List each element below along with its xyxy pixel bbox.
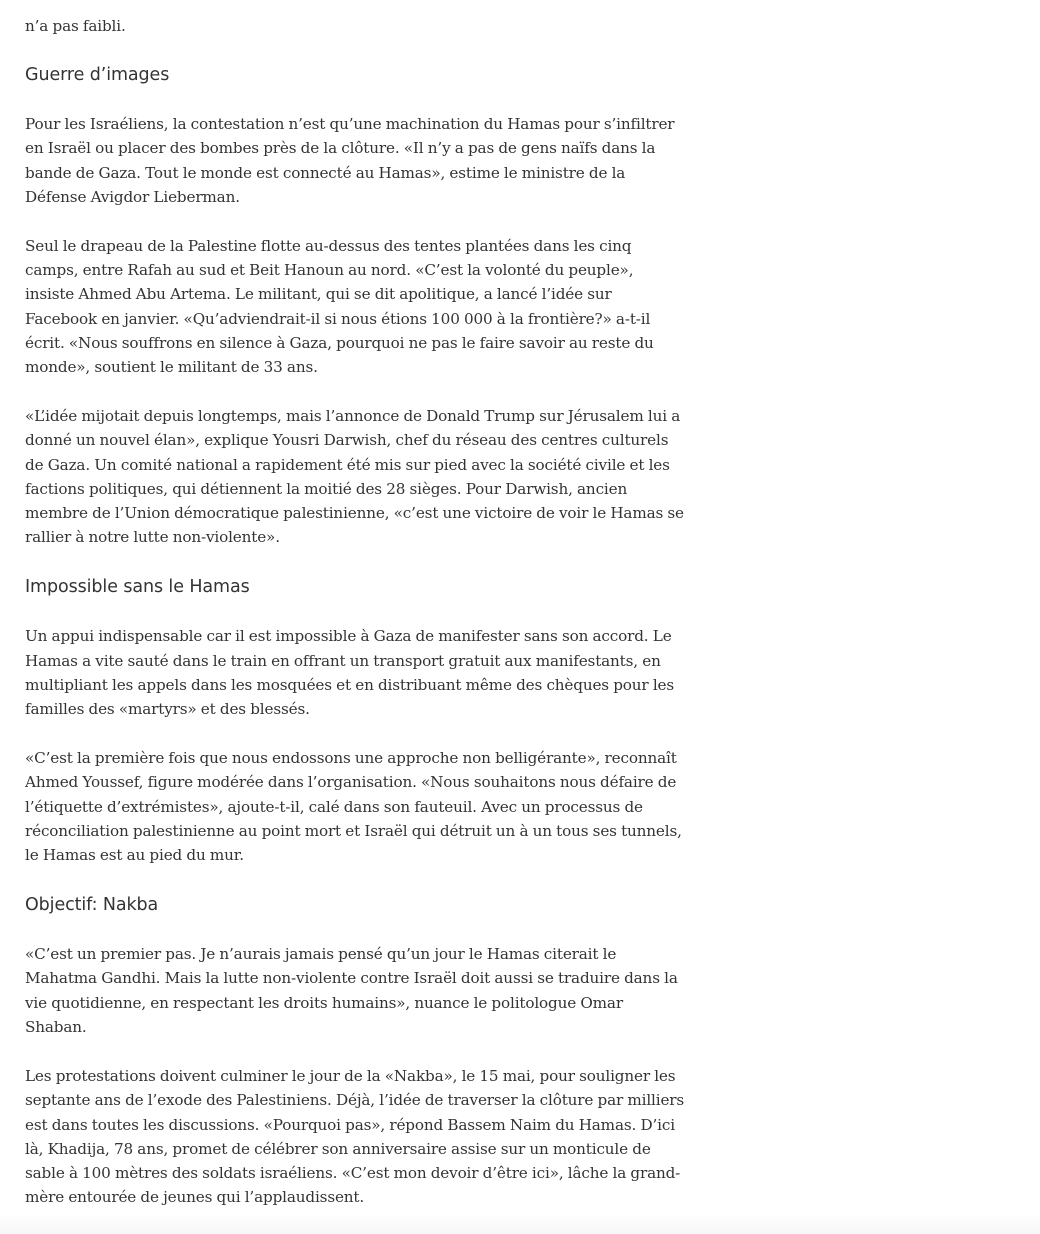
article-paragraph: «C’est la première fois que nous endossons une approche non belligérante», reconnaît Ahmed Youssef, figure modérée dans l’organisation. «Nous souhaitons nous défaire de l’étiquette d’extrémistes», ajoute-t-il, calé dans son fauteuil. Avec un processus de réconciliation palestinienne au point mort et Israël qui détruit un à un tous ses tunnels, le Hamas est au pied du mur. [25, 749, 682, 865]
article-paragraph: Les protestations doivent culminer le jour de la «Nakba», le 15 mai, pour souligner les septante ans de l’exode des Palestiniens. Déjà, l’idée de traverser la clôture par milliers est dans toutes les discussions. «Pourquoi pas», répond Bassem Naim du Hamas. D’ici là, Khadija, 78 ans, promet de célébrer son anniversaire assise sur un monticule de sable à 100 mètres des soldats israéliens. «C’est mon devoir d’être ici», lâche la grand-mère entourée de jeunes qui l’applaudissent. [25, 1067, 685, 1207]
page-bottom-divider [0, 1214, 1040, 1234]
article-paragraph: Seul le drapeau de la Palestine flotte au-dessus des tentes plantées dans les cinq camps, entre Rafah au sud et Beit Hanoun au nord. «C’est la volonté du peuple», insiste Ahmed Abu Artema. Le militant, qui se dit apolitique, a lancé l’idée sur Facebook en janvier. «Qu’adviendrait-il si nous étions 100 000 à la frontière?» a-t-il écrit. «Nous souffrons en silence à Gaza, pourquoi ne pas le faire savoir au reste du monde», soutient le militant de 33 ans. [25, 237, 654, 377]
article-paragraph: n’a pas faibli. [25, 17, 126, 35]
article-paragraph: Un appui indispensable car il est impossible à Gaza de manifester sans son accord. Le Hamas a vite sauté dans le train en offrant un transport gratuit aux manifestants, en multipliant les appels dans les mosquées et en distribuant même des chèques pour les familles des «martyrs» et des blessés. [25, 627, 675, 719]
article-body [25, 14, 685, 1234]
section-heading: Guerre d’images [25, 65, 170, 86]
article-paragraph: «L’idée mijotait depuis longtemps, mais l’annonce de Donald Trump sur Jérusalem lui a donné un nouvel élan», explique Yousri Darwish, chef du réseau des centres culturels de Gaza. Un comité national a rapidement été mis sur pied avec la société civile et les factions politiques, qui détiennent la moitié des 28 sièges. Pour Darwish, ancien membre de l’Union démocratique palestinienne, «c’est une victoire de voir le Hamas se rallier à notre lutte non-violente». [25, 407, 684, 547]
section-heading: Impossible sans le Hamas [25, 577, 250, 598]
article-paragraph: «C’est un premier pas. Je n’aurais jamais pensé qu’un jour le Hamas citerait le Mahatma Gandhi. Mais la lutte non-violente contre Israël doit aussi se traduire dans la vie quotidienne, en respectant les droits humains», nuance le politologue Omar Shaban. [25, 945, 678, 1036]
article-paragraph: Pour les Israéliens, la contestation n’est qu’une machination du Hamas pour s’infiltrer en Israël ou placer des bombes près de la clôture. «Il n’y a pas de gens naïfs dans la bande de Gaza. Tout le monde est connecté au Hamas», estime le ministre de la Défense Avigdor Lieberman. [25, 115, 675, 206]
section-heading: Objectif: Nakba [25, 895, 159, 916]
